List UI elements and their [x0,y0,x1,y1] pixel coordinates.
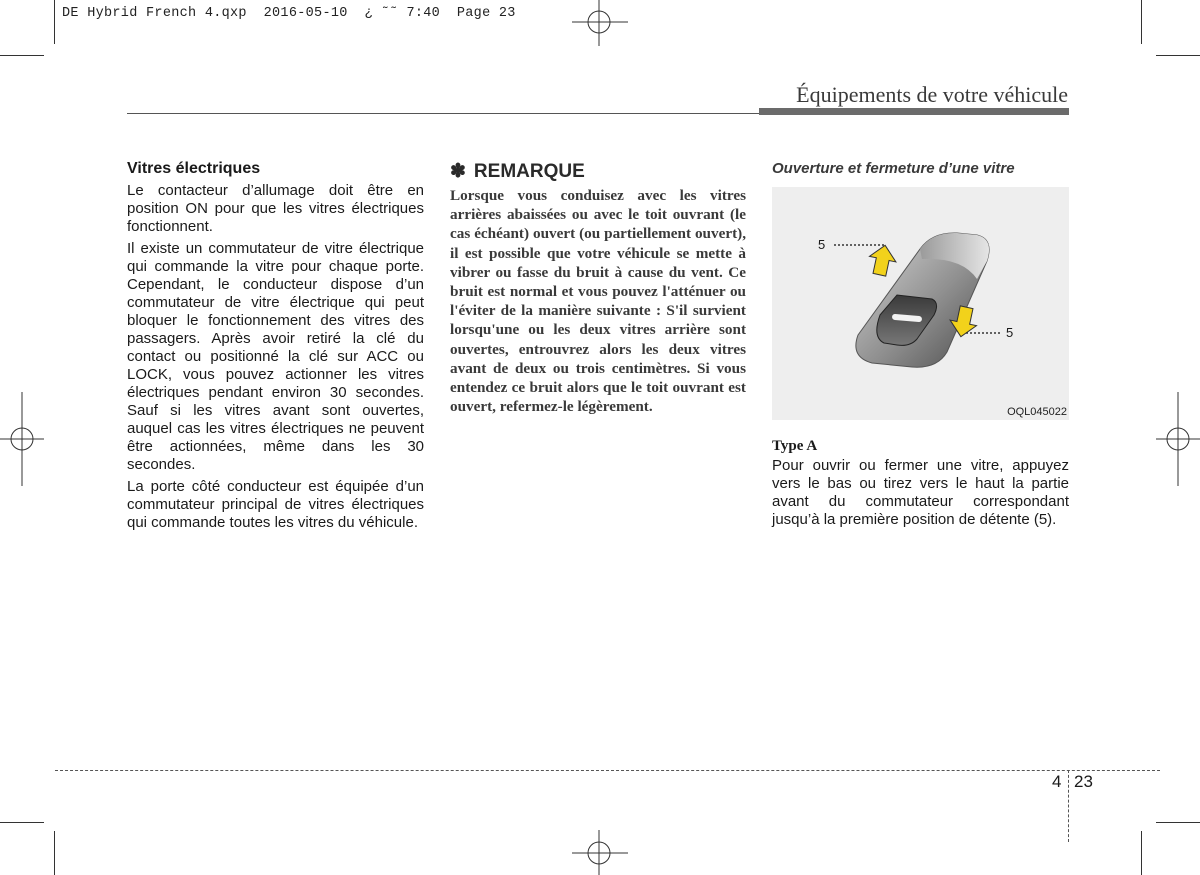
remark-title: REMARQUE [473,160,585,182]
figure-code: OQL045022 [1007,406,1067,418]
paragraph: Le contacteur d’allumage doit être en position ON pour que les vitres électriques fonctionnent. [127,182,424,235]
section-title: Équipements de votre véhicule [796,82,1068,107]
window-switch-figure [772,187,1069,420]
section-heading: Vitres électriques [127,160,261,177]
remark-heading [450,160,746,183]
type-label: Type A [772,438,818,454]
registration-mark-top [572,0,628,46]
footer-rule [55,770,1160,771]
registration-mark-bottom [572,830,628,875]
remark-body: Lorsque vous conduisez avec les vitres arrières abaissées ou avec le toit ouvrant (le cas échéant) ouvert (ou partiellement ouvert), il est possible que votre véhicule se mette à vibrer ou fasse du bruit à cause du vent. Ce bruit est normal et vous pouvez l'atténuer ou l'éviter de la manière suivante : S'il survient lorsqu'une ou les deux vitres arrière sont ouvertes, entrouvrez alors les deux vitres avant de deux ou trois centimètres. Si vous entendez ce bruit alors que le toit ouvrant est ouvert, refermez-le légèrement. [450,187,746,416]
chapter-number: 4 [1052,772,1062,791]
footer-divider [1068,770,1069,842]
page-number: 23 [1074,772,1093,791]
right-column [772,160,1069,533]
paragraph: Pour ouvrir ou fermer une vitre, appuyez vers le bas ou tirez vers le haut la partie avant du commutateur correspondant jusqu’à la première position de détente (5). [772,457,1069,528]
header-rule-thin [127,113,759,114]
callout-label-down: 5 [1006,325,1014,340]
window-switch-illustration [772,187,1069,420]
paragraph: Il existe un commutateur de vitre électrique qui commande la vitre pour chaque porte. Cependant, le conducteur dispose d’un commutateur de vitre électrique qui peut bloquer le fonctionnement des vitres des passagers. Après avoir retiré la clé du contact ou positionné la clé sur ACC ou LOCK, vous pouvez actionner les vitres électriques pendant environ 30 secondes. Sauf si les vitres avant sont ouvertes, auquel cas les vitres électriques ne peuvent être actionnées, même dans les 30 secondes. [127,240,424,473]
header-rule-thick [759,108,1069,115]
left-column [127,160,424,536]
callout-label-up: 5 [818,237,826,252]
registration-mark-right [1156,392,1200,486]
remark-star-icon: ✽ [450,161,466,182]
paragraph: La porte côté conducteur est équipée d’un commutateur principal de vitres électriques qui commande toutes les vitres du véhicule. [127,478,424,531]
figure-caption: Ouverture et fermeture d’une vitre [772,160,1015,177]
remark-box [450,160,746,416]
print-slug: DE Hybrid French 4.qxp 2016-05-10 ¿ ˜˜ 7:40 Page 23 [62,6,516,21]
registration-mark-left [0,392,44,486]
